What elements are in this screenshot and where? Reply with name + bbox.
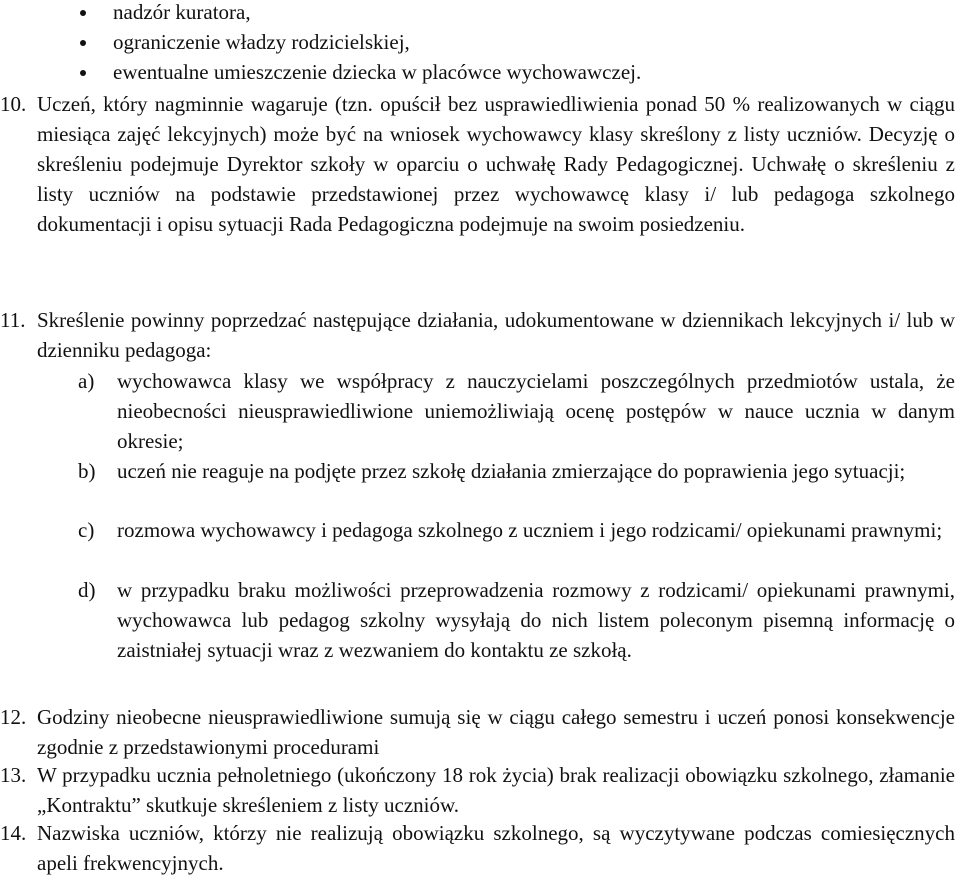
sub-item-b bbox=[0, 456, 960, 486]
bullet-icon bbox=[80, 10, 86, 16]
sub-item-text: wychowawca klasy we współpracy z nauczycielami poszczególnych przedmiotów ustala, że nieobecności nieusprawiedliwione uniemożliwiają ocenę postępów w nauce ucznia w danym okresie; bbox=[117, 369, 955, 453]
item-number: 10. bbox=[0, 92, 27, 116]
bullet-item bbox=[0, 27, 960, 57]
sub-item-letter: c) bbox=[78, 518, 95, 542]
sub-item-d bbox=[0, 575, 960, 665]
sub-item-text: rozmowa wychowawcy i pedagoga szkolnego z uczniem i jego rodzicami/ opiekunami prawnymi; bbox=[117, 518, 943, 542]
item-number: 13. bbox=[0, 763, 27, 787]
sub-item-letter: d) bbox=[78, 578, 96, 602]
item-number: 14. bbox=[0, 821, 27, 845]
bullet-item bbox=[0, 57, 960, 87]
item-text: Skreślenie powinny poprzedzać następujące działania, udokumentowane w dziennikach lekcyjnych i/ lub w dzienniku pedagoga: bbox=[37, 308, 955, 362]
numbered-item-11 bbox=[0, 305, 960, 365]
numbered-item-12 bbox=[0, 702, 960, 762]
sub-item-text: w przypadku braku możliwości przeprowadzenia rozmowy z rodzicami/ opiekunami prawnymi, wychowawca lub pedagog szkolny wysyłają do nich listem poleconym pisemną informację o zaistniałej sytuacji wraz z wezwaniem do kontaktu ze szkołą. bbox=[117, 578, 955, 662]
bullet-icon bbox=[80, 70, 86, 76]
sub-item-text: uczeń nie reaguje na podjęte przez szkołę działania zmierzające do poprawienia jego sytuacji; bbox=[117, 459, 906, 483]
item-number: 11. bbox=[0, 308, 26, 332]
sub-item-c bbox=[0, 515, 960, 545]
bullet-icon bbox=[80, 40, 86, 46]
item-number: 12. bbox=[0, 705, 27, 729]
sub-item-letter: b) bbox=[78, 459, 96, 483]
bullet-list bbox=[0, 0, 960, 87]
bullet-text: ograniczenie władzy rodzicielskiej, bbox=[113, 30, 410, 54]
numbered-item-10 bbox=[0, 89, 960, 239]
bullet-text: ewentualne umieszczenie dziecka w placówce wychowawczej. bbox=[113, 60, 642, 84]
numbered-item-14 bbox=[0, 818, 960, 878]
item-text: W przypadku ucznia pełnoletniego (ukończony 18 rok życia) brak realizacji obowiązku szkolnego, złamanie „Kontraktu” skutkuje skreśleniem z listy uczniów. bbox=[37, 763, 955, 817]
item-text: Uczeń, który nagminnie wagaruje (tzn. opuścił bez usprawiedliwienia ponad 50 % realizowanych w ciągu miesiąca zajęć lekcyjnych) może być na wniosek wychowawcy klasy skreślony z listy uczniów. Decyzję o skreśleniu podejmuje Dyrektor szkoły w oparciu o uchwałę Rady Pedagogicznej. Uchwałę o skreśleniu z listy uczniów na podstawie przedstawionej przez wychowawcę klasy i/ lub pedagoga szkolnego dokumentacji i opisu sytuacji Rada Pedagogiczna podejmuje na swoim posiedzeniu. bbox=[37, 92, 955, 236]
sub-item-a bbox=[0, 366, 960, 456]
item-text: Godziny nieobecne nieusprawiedliwione sumują się w ciągu całego semestru i uczeń ponosi konsekwencje zgodnie z przedstawionymi procedurami bbox=[37, 705, 955, 759]
bullet-item bbox=[0, 0, 960, 27]
item-text: Nazwiska uczniów, którzy nie realizują obowiązku szkolnego, są wyczytywane podczas comiesięcznych apeli frekwencyjnych. bbox=[37, 821, 955, 875]
numbered-item-13 bbox=[0, 760, 960, 820]
bullet-text: nadzór kuratora, bbox=[113, 0, 251, 24]
sub-item-letter: a) bbox=[78, 369, 95, 393]
